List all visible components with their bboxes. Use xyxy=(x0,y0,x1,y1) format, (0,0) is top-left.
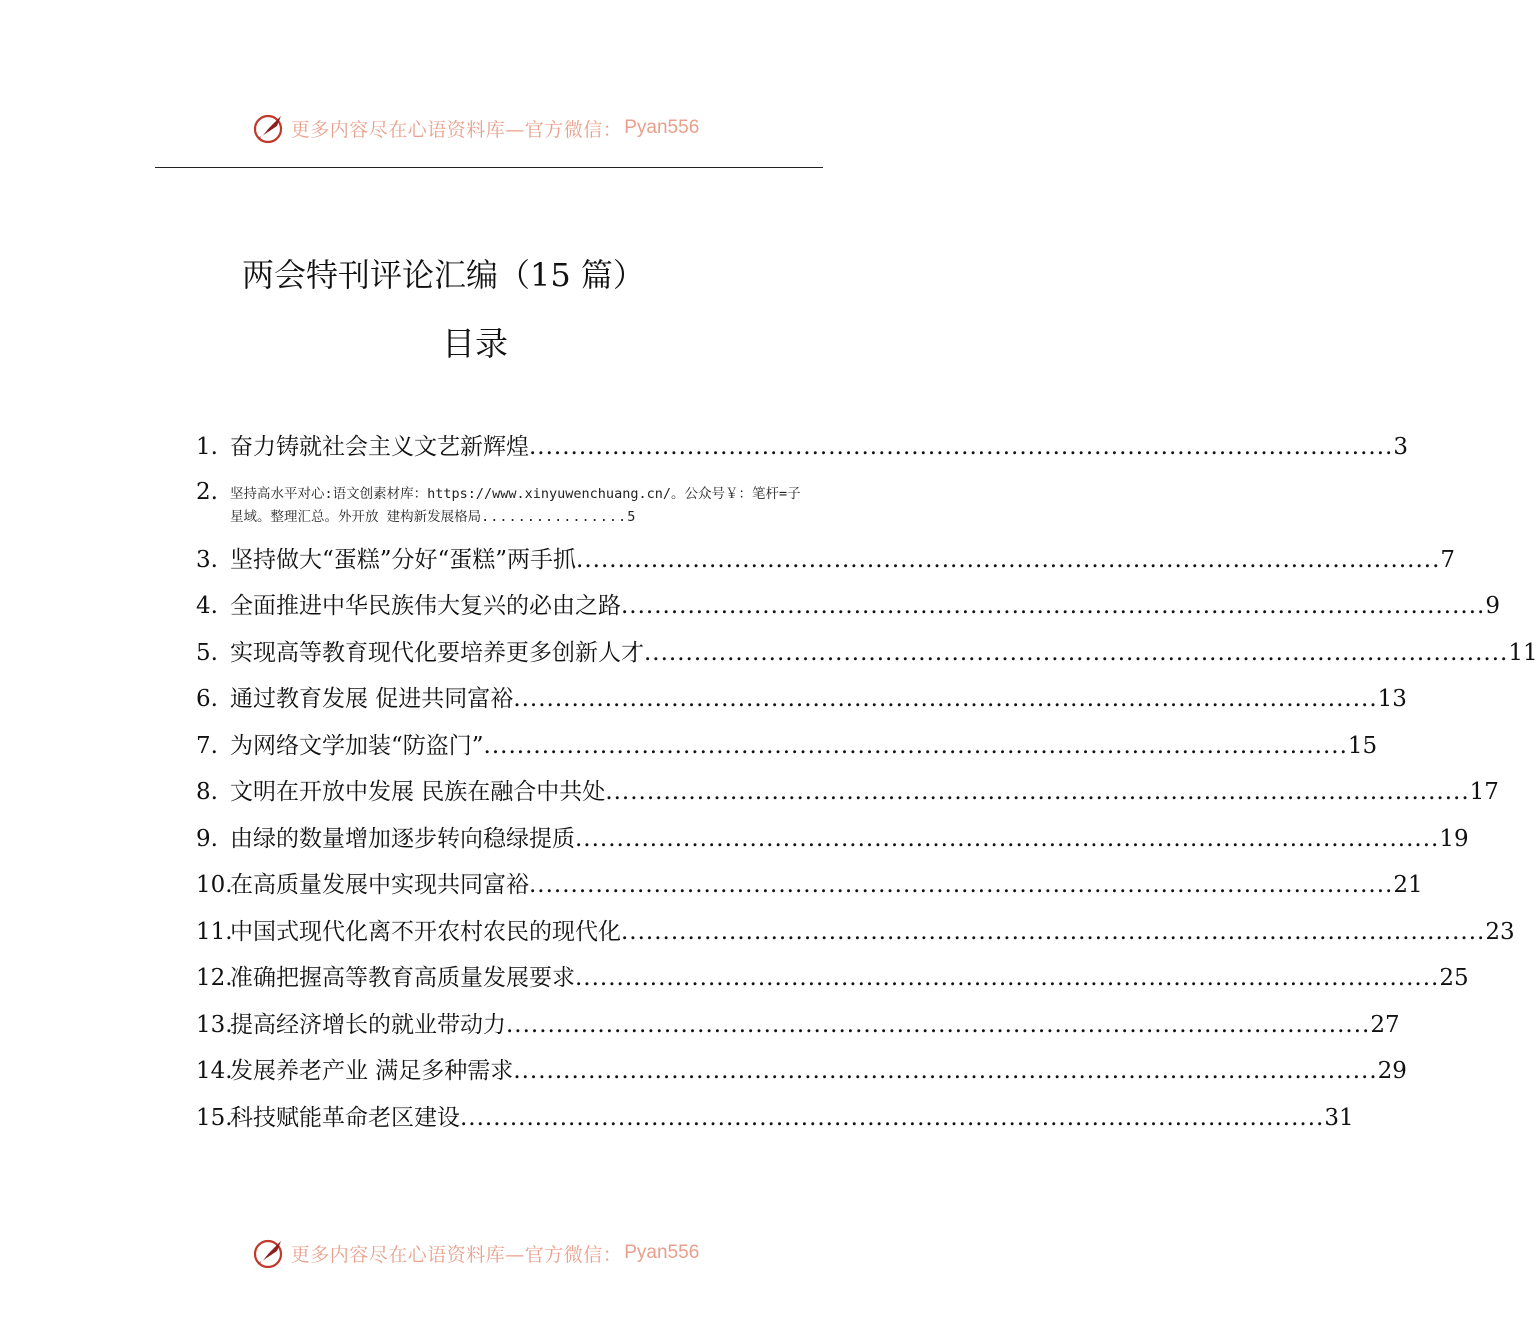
toc-leader-dots: ........................................................................................................ xyxy=(644,639,1509,666)
toc-entry-title: 提高经济增长的就业带动力 xyxy=(230,1011,506,1038)
toc-entry-page: 7 xyxy=(1440,546,1456,573)
toc-leader-dots: ........................................................................................................ xyxy=(513,686,1378,712)
toc-entry-number: 10. xyxy=(196,872,233,898)
toc-leader-dots: ........................................................................................................ xyxy=(513,1058,1378,1084)
toc-entry-page: 11 xyxy=(1508,639,1538,666)
toc-entry-number: 11. xyxy=(196,918,233,945)
toc-leader-dots: ........................................................................................................ xyxy=(483,732,1348,759)
toc-entry-title: 奋力铸就社会主义文艺新辉煌 xyxy=(230,434,529,460)
toc-entry-page: 23 xyxy=(1485,918,1515,945)
toc-entry[interactable] xyxy=(196,475,808,541)
footer-banner xyxy=(0,1233,950,1273)
header-divider xyxy=(155,167,823,168)
toc-entry[interactable] xyxy=(196,773,1499,820)
toc-entry-title: 为网络文学加装“防盗门” xyxy=(230,732,484,759)
table-of-contents xyxy=(196,428,1538,1145)
toc-entry-page: 9 xyxy=(1485,593,1500,619)
toc-entry[interactable] xyxy=(196,1099,1354,1146)
toc-entry-title: 通过教育发展 促进共同富裕 xyxy=(230,686,514,712)
toc-entry[interactable] xyxy=(196,1052,1407,1099)
toc-leader-dots: ........................................................................................................ xyxy=(529,434,1394,460)
toc-entry-number: 4. xyxy=(196,593,218,619)
toc-entry-title: 全面推进中华民族伟大复兴的必由之路 xyxy=(230,593,621,619)
toc-leader-dots: ........................................................................................................ xyxy=(460,1104,1325,1131)
toc-leader-dots: ........................................................................................................ xyxy=(506,1011,1371,1038)
toc-entry-page: 5 xyxy=(627,508,636,525)
toc-entry-number: 15. xyxy=(196,1104,233,1131)
banner-text: 更多内容尽在心语资料库—官方微信： xyxy=(290,118,623,141)
toc-entry-title: 实现高等教育现代化要培养更多创新人才 xyxy=(230,639,644,666)
toc-entry-number: 6. xyxy=(196,686,218,712)
toc-leader-dots: ........................................................................................................ xyxy=(621,593,1486,619)
quill-logo-icon xyxy=(251,110,287,146)
toc-entry[interactable] xyxy=(196,959,1469,1006)
toc-entry-title: 发展养老产业 满足多种需求 xyxy=(230,1058,514,1084)
toc-leader-dots: ........................................................................................................ xyxy=(621,918,1486,945)
banner-wechat-id: Pyan556 xyxy=(624,117,700,138)
toc-entry[interactable] xyxy=(196,680,1407,727)
toc-leader-dots: ........................................................................................................ xyxy=(575,965,1440,991)
toc-entry-page: 29 xyxy=(1377,1058,1407,1084)
banner-text: 更多内容尽在心语资料库—官方微信： xyxy=(290,1243,623,1266)
toc-entry[interactable] xyxy=(196,541,1456,588)
toc-entry-title-block xyxy=(230,479,808,541)
toc-entry-page: 31 xyxy=(1324,1104,1354,1131)
toc-entry-title: 中国式现代化离不开农村农民的现代化 xyxy=(230,918,621,945)
toc-entry-number: 14. xyxy=(196,1058,233,1084)
toc-entry-number: 9. xyxy=(196,825,218,852)
toc-entry[interactable] xyxy=(196,820,1469,867)
toc-entry-page: 25 xyxy=(1439,965,1469,991)
toc-entry[interactable] xyxy=(196,634,1538,681)
toc-leader-dots: ........................................................................................................ xyxy=(576,546,1441,573)
toc-entry-number: 8. xyxy=(196,779,218,805)
toc-entry-title: 科技赋能革命老区建设 xyxy=(230,1104,460,1131)
toc-entry[interactable] xyxy=(196,866,1423,913)
toc-entry[interactable] xyxy=(196,913,1515,960)
toc-entry-page: 19 xyxy=(1439,825,1469,852)
toc-leader-dots: ........................................................................................................ xyxy=(575,825,1440,852)
document-title: 两会特刊评论汇编（15 篇） xyxy=(242,256,645,294)
toc-leader-dots: ........................................................................................................ xyxy=(529,872,1394,898)
toc-entry-title: 坚持做大“蛋糕”分好“蛋糕”两手抓 xyxy=(230,546,577,573)
toc-entry-page: 15 xyxy=(1347,732,1378,759)
toc-entry-title: 文明在开放中发展 民族在融合中共处 xyxy=(230,779,606,805)
toc-entry-title: 坚持高水平对心:语文创素材库：https://www.xinyuwenchuang.cn/。公众号￥：笔杆=子星域。整理汇总。外开放 建构新发展格局 xyxy=(230,485,801,525)
toc-leader-dots: ........................................................................................................ xyxy=(605,779,1470,805)
toc-leader-dots: ................ xyxy=(481,508,628,525)
header-banner xyxy=(0,108,950,148)
toc-entry[interactable] xyxy=(196,727,1378,774)
toc-entry-page: 3 xyxy=(1393,434,1408,460)
toc-entry-number: 5. xyxy=(196,639,218,666)
toc-entry-page: 27 xyxy=(1370,1011,1400,1038)
toc-entry-number: 12. xyxy=(196,965,233,991)
toc-entry-page: 21 xyxy=(1393,872,1423,898)
toc-entry[interactable] xyxy=(196,1006,1400,1053)
toc-entry-title: 由绿的数量增加逐步转向稳绿提质 xyxy=(230,825,575,852)
banner-wechat-id: Pyan556 xyxy=(624,1242,700,1263)
toc-entry-number: 2. xyxy=(196,478,218,505)
quill-logo-icon xyxy=(251,1235,287,1271)
toc-entry-title: 在高质量发展中实现共同富裕 xyxy=(230,872,529,898)
toc-heading: 目录 xyxy=(442,324,508,363)
toc-entry-number: 7. xyxy=(196,732,218,759)
toc-entry-number: 13. xyxy=(196,1011,233,1038)
toc-entry-page: 13 xyxy=(1377,686,1407,712)
toc-entry-title: 准确把握高等教育高质量发展要求 xyxy=(230,965,575,991)
toc-entry-number: 1. xyxy=(196,434,218,460)
toc-entry[interactable] xyxy=(196,428,1408,475)
toc-entry-page: 17 xyxy=(1469,779,1499,805)
toc-entry-number: 3. xyxy=(196,546,218,573)
toc-entry[interactable] xyxy=(196,587,1500,634)
